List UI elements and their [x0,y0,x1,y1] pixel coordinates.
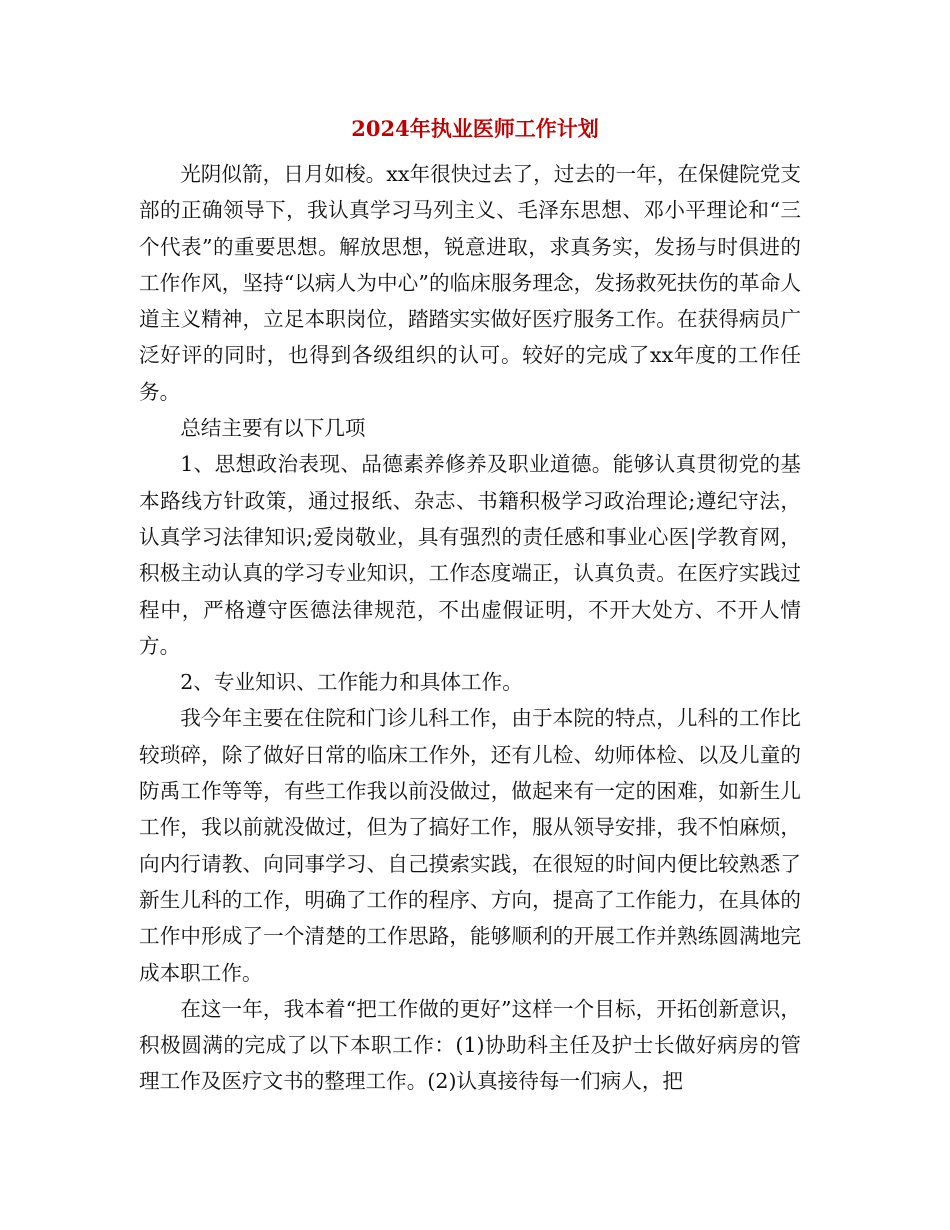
paragraph-intro: 光阴似箭，日月如梭。xx年很快过去了，过去的一年，在保健院党支部的正确领导下，我认真学习马列主义、毛泽东思想、邓小平理论和“三个代表”的重要思想。解放思想，锐意进取，求真务实，发扬与时俱进的工作作风，坚持“以病人为中心”的临床服务理念，发扬救死扶伤的革命人道主义精神，立足本职岗位，踏踏实实做好医疗服务工作。在获得病员广泛好评的同时，也得到各级组织的认可。较好的完成了xx年度的工作任务。 [139,162,801,404]
paragraph-political-conduct: 1、思想政治表现、品德素养修养及职业道德。能够认真贯彻党的基本路线方针政策，通过报纸、杂志、书籍积极学习政治理论;遵纪守法，认真学习法律知识;爱岗敬业，具有强烈的责任感和事业心医|学教育网，积极主动认真的学习专业知识，工作态度端正，认真负责。在医疗实践过程中，严格遵守医德法律规范，不出虚假证明，不开大处方、不开人情方。 [139,452,801,658]
document-body [139,156,801,1100]
document-title: 2024年执业医师工作计划 [351,116,599,141]
paragraph-pediatrics-work: 我今年主要在住院和门诊儿科工作，由于本院的特点，儿科的工作比较琐碎，除了做好日常的临床工作外，还有儿检、幼师体检、以及儿童的防禹工作等等，有些工作我以前没做过，做起来有一定的困难，如新生儿工作，我以前就没做过，但为了搞好工作，服从领导安排，我不怕麻烦，向内行请教、向同事学习、自己摸索实践，在很短的时间内便比较熟悉了新生儿科的工作，明确了工作的程序、方向，提高了工作能力，在具体的工作中形成了一个清楚的工作思路，能够顺利的开展工作并熟练圆满地完成本职工作。 [139,706,801,985]
paragraph-year-goals: 在这一年，我本着“把工作做的更好”这样一个目标，开拓创新意识，积极圆满的完成了以下本职工作：(1)协助科主任及护士长做好病房的管理工作及医疗文书的整理工作。(2)认真接待每一们病人，把 [139,996,801,1094]
paragraph-summary-heading: 总结主要有以下几项 [180,416,366,441]
paragraph-professional-heading: 2、专业知识、工作能力和具体工作。 [180,670,523,695]
